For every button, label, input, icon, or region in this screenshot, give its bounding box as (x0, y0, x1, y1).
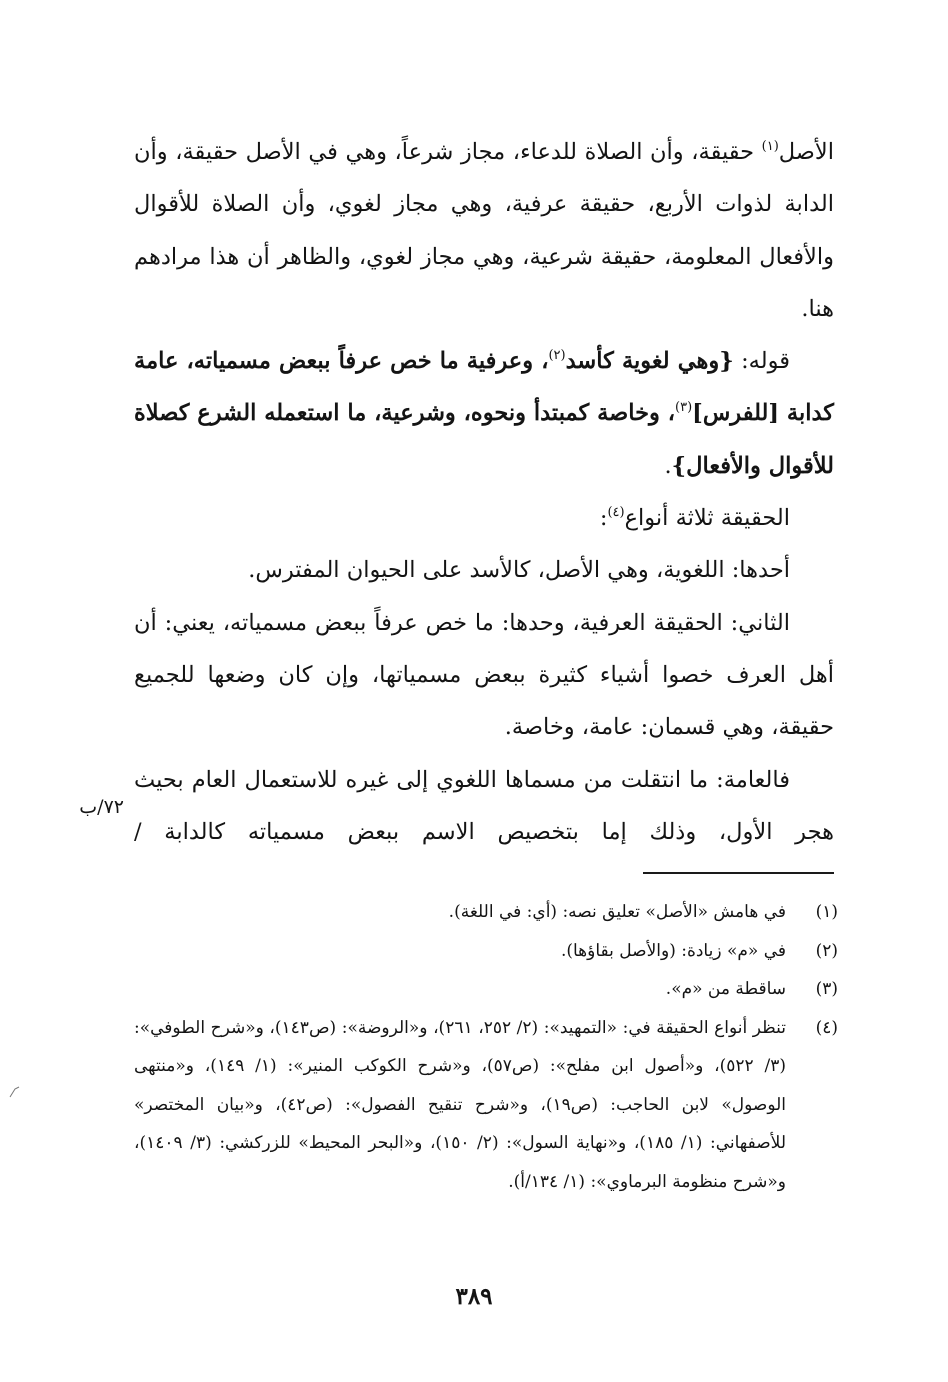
paragraph-5: الثاني: الحقيقة العرفية، وحدها: ما خص عرفاً ببعض مسمياته، يعني: أن أهل العرف خصوا أشياء كثيرة ببعض مسمياتها، وإن كان وضعها للجميع حقيقة، وهي قسمان: عامة، وخاصة. (134, 609, 834, 741)
paragraph-6: فالعامة: ما انتقلت من مسماها اللغوي إلى غيره للاستعمال العام بحيث هجر الأول، وذلك إما بتخصيص الاسم ببعض مسمياته كالدابة / (134, 766, 834, 845)
scan-speck (8, 1085, 22, 1099)
footnote-1 (134, 893, 838, 932)
paragraph-2 (134, 335, 834, 492)
footnote-ref-4[interactable]: (٤) (607, 505, 625, 521)
page-number: ٣٨٩ (455, 1283, 493, 1310)
text-span: الحقيقة ثلاثة أنواع (624, 505, 790, 532)
footnote-text: في هامش «الأصل» تعليق نصه: (أي: في اللغة). (448, 902, 786, 922)
footnote-number: (٢) (815, 940, 838, 961)
text-span: . (664, 452, 672, 479)
paragraph-3 (134, 492, 834, 544)
quoted-text: {وهي لغوية كأسد (565, 348, 734, 375)
footnote-number: (٣) (815, 979, 838, 999)
footnote-number: (٤) (815, 1017, 838, 1038)
footnotes (134, 893, 838, 1201)
paragraph-4: أحدها: اللغوية، وهي الأصل، كالأسد على الحيوان المفترس. (248, 557, 790, 584)
quoted-text: ، وخاصة كمبتدأ ونحوه، وشرعية، ما استعمله الشرع كصلاة للأقوال والأفعال} (134, 400, 834, 479)
footnote-ref-2[interactable]: (٢) (548, 348, 566, 364)
footnote-text: تنظر أنواع الحقيقة في: «التمهيد»: (٢/ ٢٥٢، ٢٦١)، و«الروضة»: (ص١٤٣)، و«شرح الطوفي»: (٣/ ٥٢٢)، و«أصول ابن مفلح»: (ص٥٧)، و«شرح الكوكب المنير»: (١/ ١٤٩)، و«منتهى الوصول» لابن الحاجب: (ص١٩)، و«شرح تنقيح الفصول»: (ص٤٢)، و«بيان المختصر» للأصفهاني: (١/ ١٨٥)، و«نهاية السول»: (٢/ ١٥٠)، و«البحر المحيط» للزركشي: (٣/ ١٤٠٩)، و«شرح منظومة البرماوي»: (١/ ١٣٤/أ). (134, 1017, 787, 1192)
footnote-ref-3[interactable]: (٣) (675, 400, 693, 416)
paragraph-1 (134, 126, 834, 335)
main-text (134, 126, 834, 858)
footnote-3 (134, 970, 838, 1009)
footnote-4 (134, 1009, 838, 1202)
footnote-text: في «م» زيادة: (والأصل بقاؤها). (560, 940, 786, 961)
quoted-text: ، وعرفية ما خص عرفاً ببعض مسمياته، عامة كدابة [للفرس] (134, 348, 834, 427)
footnote-ref-1[interactable]: (١) (761, 139, 779, 154)
text-span: حقيقة، وأن الصلاة للدعاء، مجاز شرعاً، وهي في الأصل حقيقة، وأن الدابة لذوات الأربع، حقيقة عرفية، وهي مجاز لغوي، وأن الصلاة للأقوال والأفعال المعلومة، حقيقة شرعية، وهي مجاز لغوي، والظاهر أن هذا مرادهم هنا. (134, 139, 834, 322)
text-span: الأصل (778, 139, 834, 165)
footnote-number: (١) (815, 902, 838, 922)
footnote-2 (134, 932, 838, 971)
footnote-text: ساقطة من «م». (665, 979, 786, 999)
text-span: قوله: (733, 348, 790, 375)
footnote-separator (643, 872, 834, 874)
text-span: : (599, 505, 608, 532)
manuscript-folio-note: ٧٢/ب (79, 796, 124, 818)
